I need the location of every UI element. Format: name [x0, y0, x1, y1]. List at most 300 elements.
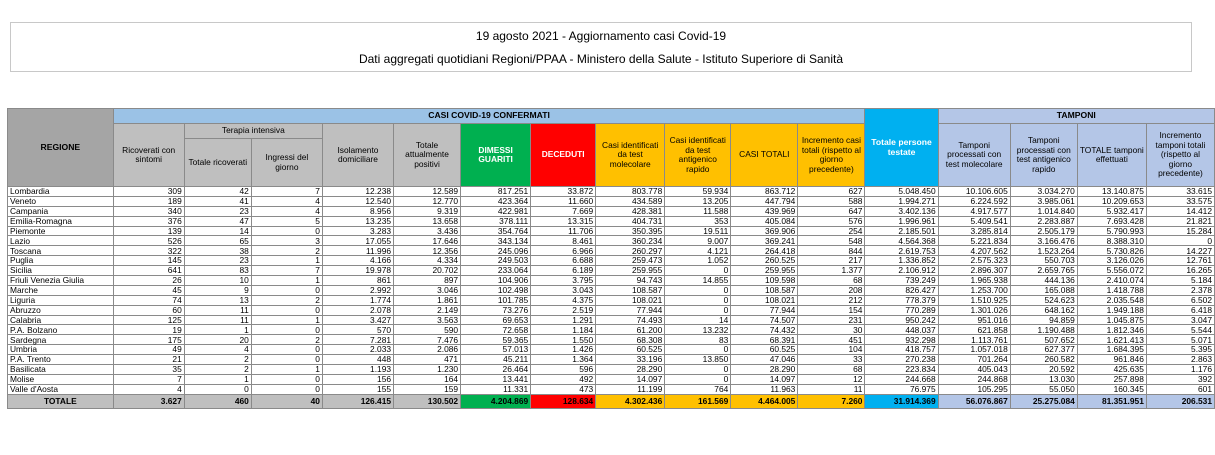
table-cell: 14.097 — [596, 374, 665, 384]
col-header-ingressi-giorno: Ingressi del giorno — [251, 139, 322, 187]
region-name: Sardegna — [8, 335, 114, 345]
table-cell: 2.033 — [322, 345, 393, 355]
table-cell: 68 — [798, 276, 865, 286]
table-cell: 4 — [251, 206, 322, 216]
table-cell: 33.615 — [1146, 187, 1214, 197]
table-row — [8, 266, 1215, 276]
table-cell: 8.956 — [322, 206, 393, 216]
table-cell: 2 — [251, 335, 322, 345]
table-cell: 12.238 — [322, 187, 393, 197]
table-cell: 5 — [251, 216, 322, 226]
total-row — [8, 394, 1215, 408]
table-cell: 1.176 — [1146, 365, 1214, 375]
table-cell: 353 — [665, 216, 731, 226]
table-row — [8, 305, 1215, 315]
table-cell: 77.944 — [596, 305, 665, 315]
table-cell: 588 — [798, 196, 865, 206]
col-header-incremento-casi: Incremento casi totali (rispetto al giorno precedente) — [798, 124, 865, 187]
table-cell: 14 — [184, 226, 251, 236]
table-cell: 5.730.826 — [1077, 246, 1146, 256]
table-row — [8, 335, 1215, 345]
region-name: Friuli Venezia Giulia — [8, 276, 114, 286]
table-cell: 217 — [798, 256, 865, 266]
table-row — [8, 345, 1215, 355]
table-cell: 6.966 — [531, 246, 596, 256]
col-header-persone-testate: Totale persone testate — [865, 109, 938, 187]
table-cell: 369.241 — [731, 236, 798, 246]
table-cell: 5.184 — [1146, 276, 1214, 286]
table-cell: 21.821 — [1146, 216, 1214, 226]
table-cell: 30 — [798, 325, 865, 335]
table-cell: 28.290 — [731, 365, 798, 375]
table-cell: 492 — [531, 374, 596, 384]
table-cell: 392 — [1146, 374, 1214, 384]
table-cell: 1.774 — [322, 295, 393, 305]
table-cell: 59.365 — [461, 335, 531, 345]
table-cell: 245.096 — [461, 246, 531, 256]
table-cell: 12.356 — [394, 246, 461, 256]
table-cell: 5.071 — [1146, 335, 1214, 345]
region-name: P.A. Trento — [8, 355, 114, 365]
table-row — [8, 384, 1215, 394]
table-cell: 160.345 — [1077, 384, 1146, 394]
table-cell: 1.621.413 — [1077, 335, 1146, 345]
table-cell: 3.563 — [394, 315, 461, 325]
table-cell: 621.858 — [938, 325, 1010, 335]
table-cell: 14.097 — [731, 374, 798, 384]
col-header-test-molecolare: Casi identificati da test molecolare — [596, 124, 665, 187]
table-cell: 5.395 — [1146, 345, 1214, 355]
table-cell: 951.016 — [938, 315, 1010, 325]
table-row — [8, 315, 1215, 325]
table-cell: 3.047 — [1146, 315, 1214, 325]
table-cell: 0 — [665, 374, 731, 384]
table-cell: 49 — [113, 345, 184, 355]
table-cell: 4.917.577 — [938, 206, 1010, 216]
table-cell: 2.378 — [1146, 285, 1214, 295]
table-cell: 12 — [798, 374, 865, 384]
table-cell: 1.014.840 — [1010, 206, 1077, 216]
table-cell: 405.084 — [731, 216, 798, 226]
table-cell: 627.377 — [1010, 345, 1077, 355]
table-cell: 369.906 — [731, 226, 798, 236]
table-cell: 108.021 — [731, 295, 798, 305]
table-cell: 83 — [665, 335, 731, 345]
table-cell: 3.283 — [322, 226, 393, 236]
table-cell: 2.185.501 — [865, 226, 938, 236]
table-cell: 11.199 — [596, 384, 665, 394]
table-cell: 12.589 — [394, 187, 461, 197]
table-cell: 471 — [394, 355, 461, 365]
table-cell: 11 — [184, 315, 251, 325]
table-cell: 3.126.026 — [1077, 256, 1146, 266]
table-cell: 1.510.925 — [938, 295, 1010, 305]
table-cell: 1.184 — [531, 325, 596, 335]
col-header-ricoverati-sintomi: Ricoverati con sintomi — [113, 124, 184, 187]
table-cell: 74 — [113, 295, 184, 305]
table-cell: 11 — [184, 305, 251, 315]
col-header-incremento-tamponi: Incremento tamponi totali (rispetto al giorno precedente) — [1146, 124, 1214, 187]
table-cell: 3.285.814 — [938, 226, 1010, 236]
table-cell: 1.052 — [665, 256, 731, 266]
table-cell: 175 — [113, 335, 184, 345]
total-cell: 40 — [251, 394, 322, 408]
table-cell: 231 — [798, 315, 865, 325]
table-cell: 57.013 — [461, 345, 531, 355]
table-cell: 68 — [798, 365, 865, 375]
table-cell: 19.511 — [665, 226, 731, 236]
table-row — [8, 285, 1215, 295]
table-cell: 2.505.179 — [1010, 226, 1077, 236]
table-cell: 61.200 — [596, 325, 665, 335]
table-cell: 8.388.310 — [1077, 236, 1146, 246]
table-cell: 1.377 — [798, 266, 865, 276]
table-cell: 11.588 — [665, 206, 731, 216]
table-cell: 1.057.018 — [938, 345, 1010, 355]
table-cell: 74.432 — [731, 325, 798, 335]
table-cell: 145 — [113, 256, 184, 266]
table-cell: 60.525 — [596, 345, 665, 355]
table-cell: 0 — [251, 345, 322, 355]
report-header — [10, 22, 1192, 72]
group-header-confirmed: CASI COVID-19 CONFERMATI — [113, 109, 865, 124]
table-cell: 4.121 — [665, 246, 731, 256]
table-cell: 570 — [322, 325, 393, 335]
region-name: Liguria — [8, 295, 114, 305]
table-cell: 627 — [798, 187, 865, 197]
table-cell: 1.949.188 — [1077, 305, 1146, 315]
table-cell: 1.418.788 — [1077, 285, 1146, 295]
covid-data-table — [7, 108, 1215, 409]
table-cell: 1.861 — [394, 295, 461, 305]
table-cell: 340 — [113, 206, 184, 216]
table-cell: 33.575 — [1146, 196, 1214, 206]
table-cell: 6.189 — [531, 266, 596, 276]
table-cell: 72.658 — [461, 325, 531, 335]
total-cell: 130.502 — [394, 394, 461, 408]
table-cell: 861 — [322, 276, 393, 286]
table-cell: 5.221.834 — [938, 236, 1010, 246]
table-cell: 3.427 — [322, 315, 393, 325]
table-row — [8, 226, 1215, 236]
table-cell: 33.196 — [596, 355, 665, 365]
region-name: Abruzzo — [8, 305, 114, 315]
table-cell: 422.981 — [461, 206, 531, 216]
region-name: Campania — [8, 206, 114, 216]
table-cell: 11.963 — [731, 384, 798, 394]
table-cell: 1.113.761 — [938, 335, 1010, 345]
table-cell: 68.391 — [731, 335, 798, 345]
table-cell: 233.064 — [461, 266, 531, 276]
table-cell: 1.965.938 — [938, 276, 1010, 286]
table-cell: 6.688 — [531, 256, 596, 266]
table-cell: 524.623 — [1010, 295, 1077, 305]
table-cell: 41 — [184, 196, 251, 206]
table-cell: 47 — [184, 216, 251, 226]
table-cell: 13 — [184, 295, 251, 305]
table-cell: 590 — [394, 325, 461, 335]
total-cell: 126.415 — [322, 394, 393, 408]
table-cell: 1.045.875 — [1077, 315, 1146, 325]
table-cell: 105.295 — [938, 384, 1010, 394]
table-cell: 778.379 — [865, 295, 938, 305]
table-cell: 428.381 — [596, 206, 665, 216]
table-cell: 260.582 — [1010, 355, 1077, 365]
col-header-guariti: DIMESSI GUARITI — [461, 124, 531, 187]
total-cell: 128.634 — [531, 394, 596, 408]
table-cell: 212 — [798, 295, 865, 305]
region-name: Valle d'Aosta — [8, 384, 114, 394]
table-cell: 2.619.753 — [865, 246, 938, 256]
table-cell: 961.846 — [1077, 355, 1146, 365]
table-cell: 7.281 — [322, 335, 393, 345]
table-cell: 259.955 — [596, 266, 665, 276]
table-cell: 73.276 — [461, 305, 531, 315]
total-label: TOTALE — [8, 394, 114, 408]
table-cell: 154 — [798, 305, 865, 315]
table-cell: 33 — [798, 355, 865, 365]
table-cell: 13.205 — [665, 196, 731, 206]
total-cell: 4.204.869 — [461, 394, 531, 408]
table-cell: 60.525 — [731, 345, 798, 355]
table-cell: 13.850 — [665, 355, 731, 365]
table-cell: 11.331 — [461, 384, 531, 394]
total-cell: 56.076.867 — [938, 394, 1010, 408]
table-cell: 1.996.961 — [865, 216, 938, 226]
table-cell: 354.764 — [461, 226, 531, 236]
table-cell: 10.106.605 — [938, 187, 1010, 197]
table-cell: 0 — [251, 355, 322, 365]
table-cell: 0 — [251, 305, 322, 315]
table-cell: 950.242 — [865, 315, 938, 325]
table-cell: 596 — [531, 365, 596, 375]
total-cell: 161.569 — [665, 394, 731, 408]
table-cell: 601 — [1146, 384, 1214, 394]
table-row — [8, 365, 1215, 375]
total-cell: 7.260 — [798, 394, 865, 408]
table-cell: 108.021 — [596, 295, 665, 305]
table-cell: 2 — [251, 246, 322, 256]
table-cell: 1 — [251, 256, 322, 266]
table-cell: 1 — [251, 315, 322, 325]
table-cell: 69.653 — [461, 315, 531, 325]
table-row — [8, 206, 1215, 216]
region-name: Lombardia — [8, 187, 114, 197]
table-cell: 13.658 — [394, 216, 461, 226]
table-cell: 208 — [798, 285, 865, 295]
table-cell: 4 — [251, 196, 322, 206]
table-cell: 1.364 — [531, 355, 596, 365]
table-cell: 2 — [251, 295, 322, 305]
group-header-terapia-intensiva: Terapia intensiva — [184, 124, 322, 139]
table-cell: 1.193 — [322, 365, 393, 375]
table-cell: 647 — [798, 206, 865, 216]
table-cell: 33.872 — [531, 187, 596, 197]
table-cell: 257.898 — [1077, 374, 1146, 384]
table-cell: 3 — [251, 236, 322, 246]
table-cell: 254 — [798, 226, 865, 236]
table-cell: 826.427 — [865, 285, 938, 295]
table-row — [8, 355, 1215, 365]
table-cell: 14.412 — [1146, 206, 1214, 216]
table-cell: 74.493 — [596, 315, 665, 325]
table-cell: 77.944 — [731, 305, 798, 315]
group-header-tamponi: TAMPONI — [938, 109, 1214, 124]
table-cell: 439.969 — [731, 206, 798, 216]
table-row — [8, 216, 1215, 226]
table-cell: 2.035.548 — [1077, 295, 1146, 305]
table-cell: 13.235 — [322, 216, 393, 226]
table-cell: 260.525 — [731, 256, 798, 266]
table-cell: 1.230 — [394, 365, 461, 375]
table-cell: 270.238 — [865, 355, 938, 365]
table-cell: 55.050 — [1010, 384, 1077, 394]
col-header-test-antigenico: Casi identificati da test antigenico rapido — [665, 124, 731, 187]
table-cell: 244.668 — [865, 374, 938, 384]
table-cell: 2.863 — [1146, 355, 1214, 365]
table-cell: 1.684.395 — [1077, 345, 1146, 355]
table-cell: 1.523.264 — [1010, 246, 1077, 256]
table-cell: 244.868 — [938, 374, 1010, 384]
table-cell: 0 — [1146, 236, 1214, 246]
table-cell: 47.046 — [731, 355, 798, 365]
table-cell: 23 — [184, 206, 251, 216]
table-cell: 12.761 — [1146, 256, 1214, 266]
table-cell: 14.855 — [665, 276, 731, 286]
table-cell: 0 — [665, 365, 731, 375]
table-cell: 0 — [184, 384, 251, 394]
table-cell: 447.794 — [731, 196, 798, 206]
table-cell: 104 — [798, 345, 865, 355]
table-cell: 189 — [113, 196, 184, 206]
table-cell: 249.503 — [461, 256, 531, 266]
region-name: Calabria — [8, 315, 114, 325]
table-cell: 83 — [184, 266, 251, 276]
table-cell: 16.265 — [1146, 266, 1214, 276]
table-cell: 13.140.875 — [1077, 187, 1146, 197]
table-cell: 159 — [394, 384, 461, 394]
table-cell: 3.166.476 — [1010, 236, 1077, 246]
table-cell: 0 — [251, 325, 322, 335]
table-cell: 2.519 — [531, 305, 596, 315]
table-cell: 322 — [113, 246, 184, 256]
table-cell: 4.334 — [394, 256, 461, 266]
col-header-totale-ricoverati: Totale ricoverati — [184, 139, 251, 187]
col-header-tamponi-molecolare: Tamponi processati con test molecolare — [938, 124, 1010, 187]
total-cell: 25.275.084 — [1010, 394, 1077, 408]
table-cell: 260.297 — [596, 246, 665, 256]
table-cell: 5.544 — [1146, 325, 1214, 335]
table-cell: 8.461 — [531, 236, 596, 246]
table-cell: 405.043 — [938, 365, 1010, 375]
table-cell: 0 — [665, 305, 731, 315]
total-cell: 81.351.951 — [1077, 394, 1146, 408]
table-cell: 526 — [113, 236, 184, 246]
table-cell: 17.055 — [322, 236, 393, 246]
table-row — [8, 236, 1215, 246]
table-cell: 14 — [665, 315, 731, 325]
table-row — [8, 256, 1215, 266]
table-cell: 26 — [113, 276, 184, 286]
table-cell: 68.308 — [596, 335, 665, 345]
table-cell: 444.136 — [1010, 276, 1077, 286]
table-row — [8, 295, 1215, 305]
table-row — [8, 196, 1215, 206]
table-cell: 13.232 — [665, 325, 731, 335]
table-row — [8, 276, 1215, 286]
table-cell: 2.575.323 — [938, 256, 1010, 266]
table-cell: 770.289 — [865, 305, 938, 315]
table-cell: 448.037 — [865, 325, 938, 335]
table-cell: 4.166 — [322, 256, 393, 266]
table-cell: 4 — [113, 384, 184, 394]
region-name: Umbria — [8, 345, 114, 355]
table-cell: 12.770 — [394, 196, 461, 206]
table-cell: 309 — [113, 187, 184, 197]
table-cell: 648.162 — [1010, 305, 1077, 315]
region-name: Veneto — [8, 196, 114, 206]
region-name: Emilia-Romagna — [8, 216, 114, 226]
table-cell: 0 — [665, 285, 731, 295]
table-cell: 2.078 — [322, 305, 393, 315]
table-cell: 5.409.541 — [938, 216, 1010, 226]
total-cell: 4.302.436 — [596, 394, 665, 408]
table-cell: 1.190.488 — [1010, 325, 1077, 335]
region-name: Marche — [8, 285, 114, 295]
report-title: 19 agosto 2021 - Aggiornamento casi Covid-19 — [475, 29, 727, 43]
table-cell: 2.149 — [394, 305, 461, 315]
total-cell: 31.914.369 — [865, 394, 938, 408]
total-cell: 4.464.005 — [731, 394, 798, 408]
table-cell: 4.207.562 — [938, 246, 1010, 256]
total-cell: 460 — [184, 394, 251, 408]
table-cell: 1.291 — [531, 315, 596, 325]
table-cell: 109.598 — [731, 276, 798, 286]
region-name: Sicilia — [8, 266, 114, 276]
table-cell: 19 — [113, 325, 184, 335]
table-cell: 20.702 — [394, 266, 461, 276]
region-name: P.A. Bolzano — [8, 325, 114, 335]
table-cell: 5.790.993 — [1077, 226, 1146, 236]
col-header-region: REGIONE — [8, 109, 114, 187]
table-cell: 5.048.450 — [865, 187, 938, 197]
table-cell: 15.284 — [1146, 226, 1214, 236]
table-cell: 102.498 — [461, 285, 531, 295]
col-header-deceduti: DECEDUTI — [531, 124, 596, 187]
table-cell: 1 — [184, 374, 251, 384]
table-cell: 404.731 — [596, 216, 665, 226]
col-header-isolamento: Isolamento domiciliare — [322, 124, 393, 187]
table-cell: 20 — [184, 335, 251, 345]
table-cell: 9.007 — [665, 236, 731, 246]
region-name: Lazio — [8, 236, 114, 246]
table-body — [8, 187, 1215, 409]
table-cell: 844 — [798, 246, 865, 256]
table-cell: 0 — [251, 226, 322, 236]
table-cell: 343.134 — [461, 236, 531, 246]
table-row — [8, 374, 1215, 384]
table-cell: 7.476 — [394, 335, 461, 345]
table-cell: 548 — [798, 236, 865, 246]
table-cell: 2.086 — [394, 345, 461, 355]
table-cell: 3.043 — [531, 285, 596, 295]
table-cell: 932.298 — [865, 335, 938, 345]
table-cell: 4.564.368 — [865, 236, 938, 246]
region-name: Piemonte — [8, 226, 114, 236]
table-cell: 2.659.765 — [1010, 266, 1077, 276]
table-cell: 1.812.346 — [1077, 325, 1146, 335]
table-cell: 2 — [184, 355, 251, 365]
